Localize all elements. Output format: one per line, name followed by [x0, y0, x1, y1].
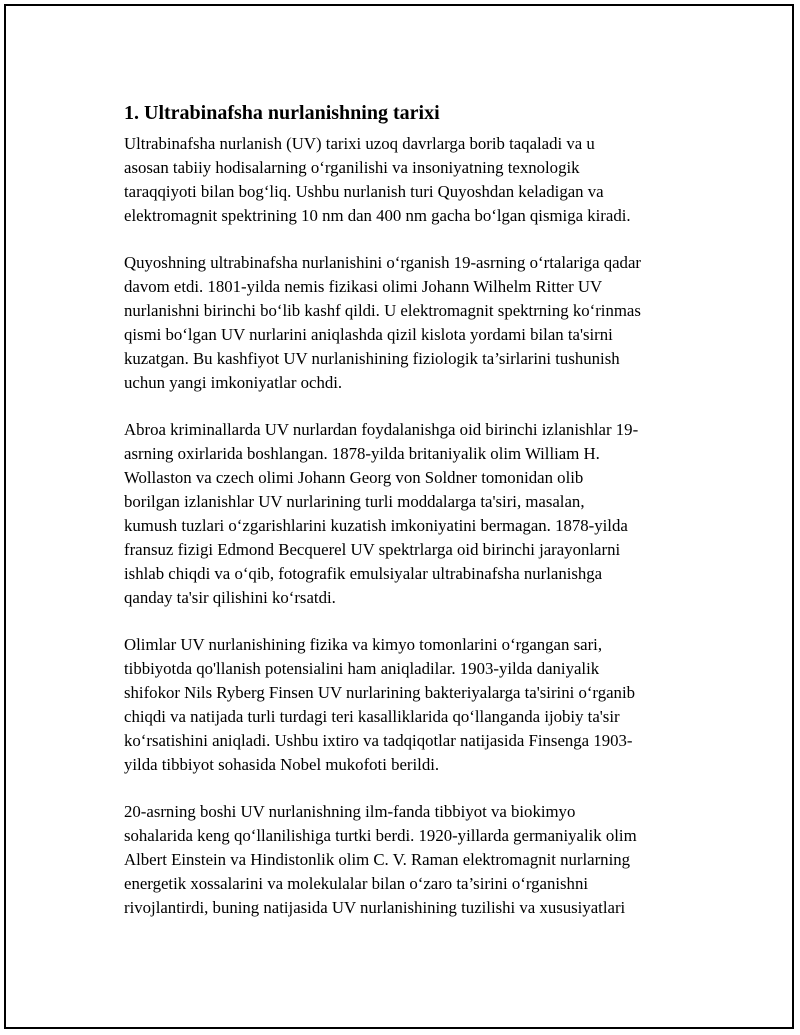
text-line: rivojlantirdi, buning natijasida UV nurlanishining tuzilishi va xususiyatlari — [124, 898, 626, 917]
paragraph-4 — [124, 633, 694, 777]
section-heading: 1. Ultrabinafsha nurlanishning tarixi — [124, 102, 440, 124]
text-line: nurlanishni birinchi boʻlib kashf qildi. U elektromagnit spektrning koʻrinmas — [124, 301, 641, 320]
text-line: elektromagnit spektrining 10 nm dan 400 nm gacha boʻlgan qismiga kiradi. — [124, 206, 631, 225]
text-line: Wollaston va czech olimi Johann Georg von Soldner tomonidan olib — [124, 468, 584, 487]
text-line: Abroa kriminallarda UV nurlardan foydalanishga oid birinchi izlanishlar 19- — [124, 420, 639, 439]
text-line: davom etdi. 1801-yilda nemis fizikasi olimi Johann Wilhelm Ritter UV — [124, 277, 603, 296]
text-line: kumush tuzlari oʻzgarishlarini kuzatish imkoniyatini bermagan. 1878-yilda — [124, 516, 628, 535]
text-line: Albert Einstein va Hindistonlik olim C. V. Raman elektromagnit nurlarning — [124, 850, 631, 869]
text-line: fransuz fizigi Edmond Becquerel UV spektrlarga oid birinchi jarayonlarni — [124, 540, 621, 559]
text-line: Ultrabinafsha nurlanish (UV) tarixi uzoq davrlarga borib taqaladi va u — [124, 134, 595, 153]
text-line: energetik xossalarini va molekulalar bilan oʻzaro ta’sirini oʻrganishni — [124, 874, 588, 893]
text-line: qanday ta'sir qilishini koʻrsatdi. — [124, 588, 336, 607]
text-line: koʻrsatishini aniqladi. Ushbu ixtiro va tadqiqotlar natijasida Finsenga 1903- — [124, 731, 633, 750]
text-line: sohalarida keng qoʻllanilishiga turtki berdi. 1920-yillarda germaniyalik olim — [124, 826, 637, 845]
paragraph-1 — [124, 132, 694, 228]
text-line: Quyoshning ultrabinafsha nurlanishini oʻrganish 19-asrning oʻrtalariga qadar — [124, 253, 641, 272]
text-line: tibbiyotda qo'llanish potensialini ham aniqladilar. 1903-yilda daniyalik — [124, 659, 600, 678]
paragraph-2 — [124, 251, 694, 395]
text-line: asrning oxirlarida boshlangan. 1878-yilda britaniyalik olim William H. — [124, 444, 600, 463]
text-line: qismi boʻlgan UV nurlarini aniqlashda qizil kislota yordami bilan ta'sirni — [124, 325, 613, 344]
text-line: yilda tibbiyot sohasida Nobel mukofoti berildi. — [124, 755, 440, 774]
document-body — [124, 98, 694, 943]
text-line: Olimlar UV nurlanishining fizika va kimyo tomonlarini oʻrgangan sari, — [124, 635, 603, 654]
text-line: kuzatgan. Bu kashfiyot UV nurlanishining fiziologik ta’sirlarini tushunish — [124, 349, 620, 368]
page-frame — [4, 4, 794, 1029]
text-line: shifokor Nils Ryberg Finsen UV nurlarining bakteriyalarga ta'sirini oʻrganib — [124, 683, 635, 702]
paragraph-3 — [124, 418, 694, 610]
text-line: 20-asrning boshi UV nurlanishning ilm-fanda tibbiyot va biokimyo — [124, 802, 576, 821]
text-line: taraqqiyoti bilan bogʻliq. Ushbu nurlanish turi Quyoshdan keladigan va — [124, 182, 604, 201]
paragraph-5 — [124, 800, 694, 920]
text-line: ishlab chiqdi va oʻqib, fotografik emulsiyalar ultrabinafsha nurlanishga — [124, 564, 603, 583]
text-line: uchun yangi imkoniyatlar ochdi. — [124, 373, 343, 392]
text-line: chiqdi va natijada turli turdagi teri kasalliklarida qoʻllanganda ijobiy ta'sir — [124, 707, 620, 726]
text-line: asosan tabiiy hodisalarning oʻrganilishi va insoniyatning texnologik — [124, 158, 580, 177]
text-line: borilgan izlanishlar UV nurlarining turli moddalarga ta'siri, masalan, — [124, 492, 585, 511]
